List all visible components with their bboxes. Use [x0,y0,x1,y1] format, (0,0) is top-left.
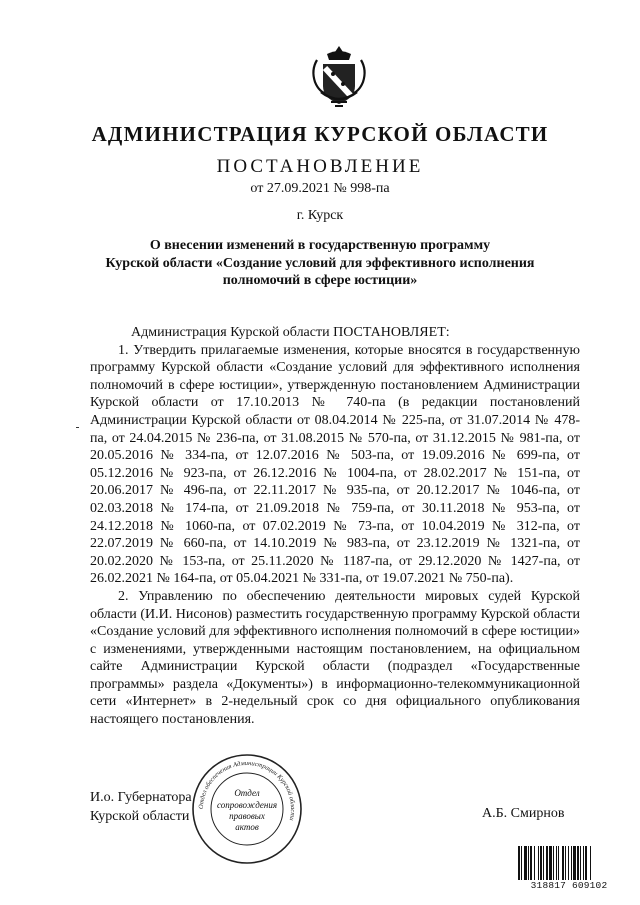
stamp-text: актов [235,822,259,832]
barcode-bar [580,846,581,882]
barcode-bar [577,846,579,882]
barcode-bar [521,846,522,882]
signatory-position-line: Курской области [90,809,190,824]
barcode-bar [524,846,527,882]
signatory-position-line: И.о. Губернатора [90,790,192,805]
barcode-bar [546,846,548,882]
document-type: ПОСТАНОВЛЕНИЕ [216,156,424,177]
document-date-number: от 27.09.2021 № 998-па [250,181,390,196]
barcode-bar [590,846,591,882]
resolution-intro: Администрация Курской области ПОСТАНОВЛЯЕТ: [131,325,450,340]
barcode-bar [573,846,576,882]
kursk-coat-of-arms-icon [309,44,369,110]
barcode-bar [568,846,569,882]
barcode-bar [543,846,544,882]
document-body [90,324,580,729]
barcode-bar [540,846,542,882]
subject-line: О внесении изменений в государственную программу [149,238,491,253]
document-subject [0,237,640,290]
stamp-text: Отдел [234,788,260,798]
organization-title: АДМИНИСТРАЦИЯ КУРСКОЙ ОБЛАСТИ [91,122,549,146]
signatory-name: А.Б. Смирнов [482,806,565,821]
margin-mark [76,427,79,428]
resolution-item-1: 1. Утвердить прилагаемые изменения, которые вносятся в государственную программу Курской области «Создание условий для эффективного исполнения полномочий в сфере юстиции», утвержденную постановлением Администрации Курской области от 17.10.2013 № 740-па (в редакции постановлений Администрации Курской области от 08.04.2014 № 225-па, от 31.07.2014 № 478-па, от 24.04.2015 № 236-па, от 31.08.2015 № 570-па, от 31.12.2015 № 981-па, от 20.05.2016 № 334-па, от 12.07.2016 № 503-па, от 19.09.2016 № 699-па, от 05.12.2016 № 923-па, от 26.12.2016 № 1004-па, от 28.02.2017 № 151-па, от 20.06.2017 № 496-па, от 22.11.2017 № 935-па, от 20.12.2017 № 1046-па, от 02.03.2018 № 174-па, от 21.09.2018 № 759-па, от 30.11.2018 № 953-па, от 24.12.2018 № 1060-па, от 07.02.2019 № 73-па, от 10.04.2019 № 312-па, от 22.07.2019 № 660-па, от 14.10.2019 № 983-па, от 23.12.2019 № 1321-па, от 20.02.2020 № 153-па, от 25.11.2020 № 1187-па, от 29.12.2020 № 1427-па, от 26.02.2021 № 164-па, от 05.04.2021 № 331-па, от 19.07.2021 № 750-па). [90,342,580,587]
barcode-number: 318817 609102 [517,880,621,891]
barcode-bar [538,846,539,882]
barcode-bar [558,846,559,882]
barcode-bar [556,846,557,882]
stamp-text: правовых [229,811,265,821]
barcode-bar [562,846,564,882]
stamp-text: сопровождения [216,800,278,810]
barcode-bar [534,846,535,882]
subject-line: полномочий в сфере юстиции» [222,273,418,288]
barcode-bar [585,846,587,882]
department-stamp [190,752,304,866]
barcode-bar [565,846,566,882]
signatory-position [90,788,192,826]
stamp-ring-text: Отдел обеспечения Администрации Курской области [197,759,297,822]
barcode-bar [549,846,552,882]
barcode-bar [528,846,529,882]
barcode-bar [518,846,520,882]
subject-line: Курской области «Создание условий для эффективного исполнения [105,255,535,271]
barcode-bar [571,846,572,882]
barcode-bar [530,846,532,882]
barcode-bar [553,846,554,882]
barcode-bar [583,846,584,882]
document-city: г. Курск [296,208,344,223]
resolution-item-2: 2. Управлению по обеспечению деятельности мировых судей Курской области (И.И. Нисонов) разместить государственную программу Курской области «Создание условий для эффективного исполнения полномочий в сфере юстиции» с изменениями, утвержденными настоящим постановлением, на официальном сайте Администрации Курской области (подраздел «Государственные программы» раздела «Документы») в информационно-телекоммуникационной сети «Интернет» в 2-недельный срок со дня официального опубликования настоящего постановления. [90,588,580,728]
